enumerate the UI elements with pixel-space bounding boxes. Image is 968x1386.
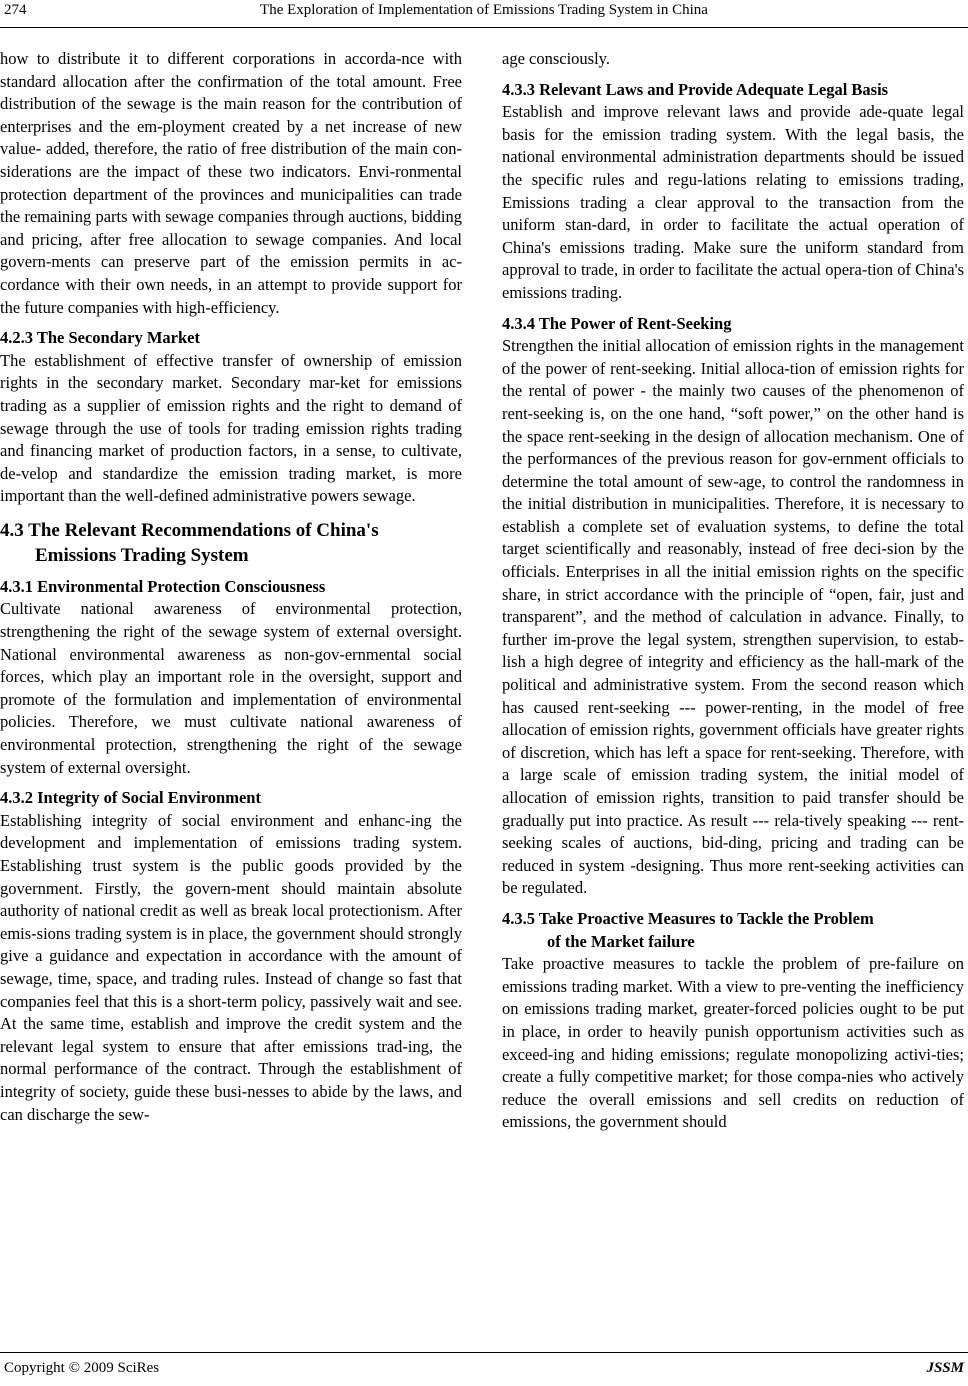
right-column — [502, 48, 964, 1134]
heading-4-3 — [0, 518, 462, 568]
heading-4-3-line2: Emissions Trading System — [35, 544, 249, 566]
heading-4-3-5-line1: 4.3.5 Take Proactive Measures to Tackle the Problem — [502, 908, 874, 928]
page-number: 274 — [4, 2, 27, 18]
paragraph-rent-seeking: Strengthen the initial allocation of emission rights in the management of the power of rent-seeking. Initial alloca-tion of emission rights for the rental of power - the mainly two causes of the phenomenon of rent-seeking is, on the one hand, “soft power,” on the other hand is the space rent-seeking in the design of allocation mechanism. One of the performances of the previous reason for gov-ernment officials to determine the total amount of sew-age, to control the randomness in the initial distribution in municipalities. Therefore, it is necessary to establish a complete set of evaluation systems, to define the total target scientifically and reasonably, instead of free deci-sion by the officials. Enterprises in all the initial emission rights on the specific share, in strict accordance with the principle of “open, fair, just and transparent”, and the method of calculation in advance. Finally, to further im-prove the legal system, strengthen supervision, to estab-lish a high degree of integrity and efficiency as the hall-mark of the political and administrative system. From the second reason which has caused rent-seeking --- power-renting, in the model of free allocation of emission rights, government officials have greater rights of discretion, which has left a space for rent-seeking. Therefore, with a large scale of emission trading system, the initial model of allocation of emission rights, transition to paid transfer should be gradually put into practice. As result --- rela-tively speaking --- rent-seeking scales of auctions, bid-ding, pricing and trading can be reduced in system -designing. Thus more rent-seeking activities can be regulated. — [502, 336, 964, 898]
paragraph-allocation: how to distribute it to different corporations in accorda-nce with standard allocation after the confirmation of the total amount. Free distribution of the sewage is the main reason for the contribution of enterprises and the em-ployment created by a net increase of new value- added, therefore, the ratio of free distribution of the main con-siderations are the impact of these two indicators. Envi-ronmental protection department of the provinces and municipalities can trade the remaining parts with sewage companies through auctions, bidding and pricing, after free allocation to sewage companies. And local govern-ments can preserve part of the emission permits in ac-cordance with their own needs, in an attempt to provide support for the future companies with high-efficiency. — [0, 49, 462, 317]
paragraph-continuation: age consciously. — [502, 49, 610, 68]
paragraph-legal-basis: Establish and improve relevant laws and provide ade-quate legal basis for the emission trading system. With the legal basis, the national environmental administration departments should be issued the specific rules and regu-lations relating to emissions trading, Emissions trading a clear approval to the transaction from the uniform stan-dard, in order to facilitate the actual operation of China's emissions trading. Make sure the uniform standard from approval to trade, in order to facilitate the actual opera-tion of China's emissions trading. — [502, 102, 964, 302]
page-footer — [0, 1352, 968, 1382]
heading-4-3-5 — [502, 908, 964, 953]
footer-divider — [0, 1352, 968, 1353]
header-divider — [0, 27, 968, 28]
heading-4-3-2: 4.3.2 Integrity of Social Environment — [0, 788, 261, 808]
paragraph-social-integrity: Establishing integrity of social environment and enhanc-ing the development and implementation of emissions trading system. Establishing trust system is the public goods provided by the government. Firstly, the govern-ment should maintain absolute authority of national credit as well as break local protectionism. After emis-sions trading system is in place, the government should strongly give a guidance and expectation in accordance with the amount of sewage, time, space, and trading rules. Instead of change so fast that companies feel that this is a short-term policy, passively wait and see. At the same time, establish and improve the credit system and the relevant legal system to ensure that after emissions trad-ing, the normal performance of the contract. Through the establishment of integrity of society, guide these busi-nesses to abide by the laws, and can discharge the sew- — [0, 810, 462, 1124]
copyright-notice: Copyright © 2009 SciRes — [4, 1360, 160, 1376]
paragraph-market-failure: Take proactive measures to tackle the problem of pre-failure on emissions trading market. With a view to pre-venting the inefficiency on emissions trading market, greater-forced policies ought to be put in place, in order to heavily punish opportunism activities such as exceed-ing and hiding emissions; regulate monopolizing activi-ties; create a fully competitive market; for those compa-nies who actively reduce the overall emissions and sell credits on reduction of emissions, the government should — [502, 954, 964, 1132]
heading-4-3-5-line2: of the Market failure — [547, 931, 695, 951]
heading-4-3-1: 4.3.1 Environmental Protection Consciousness — [0, 576, 326, 596]
heading-4-3-4: 4.3.4 The Power of Rent-Seeking — [502, 313, 732, 333]
paragraph-environmental-consciousness: Cultivate national awareness of environmental protection, strengthening the right of the sewage system of external oversight. National environmental awareness as non-gov-ernmental social forces, which play an important role in the oversight, support and promote of the formulation and implementation of environmental policies. Therefore, we must cultivate national awareness of environmental protection, strengthening the right of the sewage system of external oversight. — [0, 599, 462, 777]
left-column — [0, 48, 462, 1126]
paragraph-secondary-market: The establishment of effective transfer of ownership of emission rights in the secondary market. Secondary mar-ket for emissions trading as a supplier of emission rights and the right to demand of sewage through the use of tools for trading emission rights trading and financing market of production factors, in a sense, to cultivate, de-velop and standardize the emission trading market, is more important than the well-defined administrative powers sewage. — [0, 350, 462, 506]
heading-4-3-3: 4.3.3 Relevant Laws and Provide Adequate Legal Basis — [502, 79, 889, 99]
page-header — [0, 0, 968, 38]
running-title: The Exploration of Implementation of Emissions Trading System in China — [260, 2, 708, 18]
heading-4-3-line1: 4.3 The Relevant Recommendations of China's — [0, 519, 379, 541]
heading-4-2-3: 4.2.3 The Secondary Market — [0, 328, 200, 348]
journal-abbreviation: JSSM — [926, 1360, 964, 1376]
